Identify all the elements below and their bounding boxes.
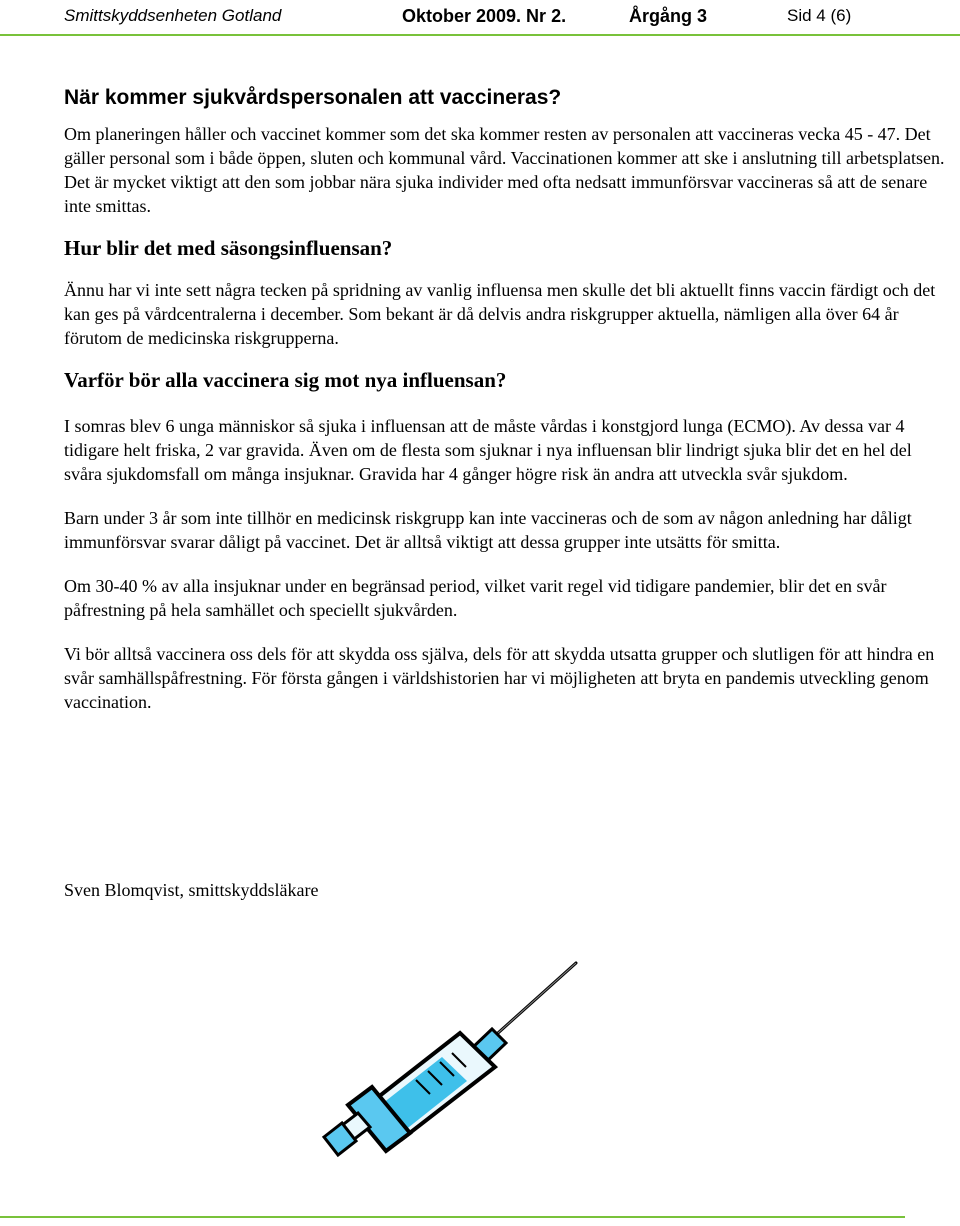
header-divider — [0, 34, 960, 36]
header-volume: Årgång 3 — [629, 6, 708, 26]
footer-divider — [0, 1216, 905, 1218]
header-organization: Smittskyddsenheten Gotland — [64, 6, 282, 25]
paragraph-ecmo-cases: I somras blev 6 unga människor så sjuka i influensan att de måste vårdas i konstgjord lunga (ECMO). Av dessa var 4 tidigare helt friska, 2 var gravida. Även om de flesta som sjuknar i nya influensan blir lindrigt sjuka blir det en hel del svåra sjukdomsfall om många insjuknar. Gravida har 4 gånger högre risk än andra att utveckla svår sjukdom. — [64, 416, 912, 484]
section-title-vaccination-staff: När kommer sjukvårdspersonalen att vaccineras? — [64, 86, 562, 109]
paragraph-children: Barn under 3 år som inte tillhör en medicinsk riskgrupp kan inte vaccineras och de som av någon anledning har dåligt immunförsvar svarar dåligt på vaccinet. Det är alltså viktigt att dessa grupper inte utsätts för smitta. — [64, 508, 912, 552]
paragraph-pandemic-strain: Om 30-40 % av alla insjuknar under en begränsad period, vilket varit regel vid tidigare pandemier, blir det en svår påfrestning på hela samhället och speciellt sjukvården. — [64, 576, 887, 620]
paragraph-conclusion: Vi bör alltså vaccinera oss dels för att skydda oss själva, dels för att skydda utsatta grupper och slutligen för att hindra en svår samhällspåfrestning. För första gången i världshistorien har vi möjligheten att bryta en pandemis utveckling genom vaccination. — [64, 644, 935, 712]
article-body — [64, 84, 948, 714]
signature: Sven Blomqvist, smittskyddsläkare — [64, 880, 319, 900]
page-header — [64, 2, 960, 30]
paragraph-vaccination-staff: Om planeringen håller och vaccinet kommer som det ska kommer resten av personalen att vaccineras vecka 45 - 47. Det gäller personal som i både öppen, sluten och kommunal vård. Vaccinationen kommer att ske i anslutning till arbetsplatsen. Det är mycket viktigt att den som jobbar nära sjuka individer med ofta nedsatt immunförsvar vaccineras så att de senare inte smittas. — [64, 124, 945, 216]
syringe-icon — [320, 955, 595, 1160]
header-issue: Oktober 2009. Nr 2. — [402, 6, 567, 26]
section-title-seasonal-flu: Hur blir det med säsongsinfluensan? — [64, 236, 393, 260]
paragraph-seasonal-flu: Ännu har vi inte sett några tecken på spridning av vanlig influensa men skulle det bli aktuellt finns vaccin färdigt och det kan ges på vårdcentralerna i december. Som bekant är då delvis andra riskgrupper aktuella, nämligen alla över 64 år förutom de medicinska riskgrupperna. — [64, 280, 936, 348]
header-page-number: Sid 4 (6) — [787, 6, 852, 25]
section-title-why-vaccinate: Varför bör alla vaccinera sig mot nya influensan? — [64, 368, 507, 392]
